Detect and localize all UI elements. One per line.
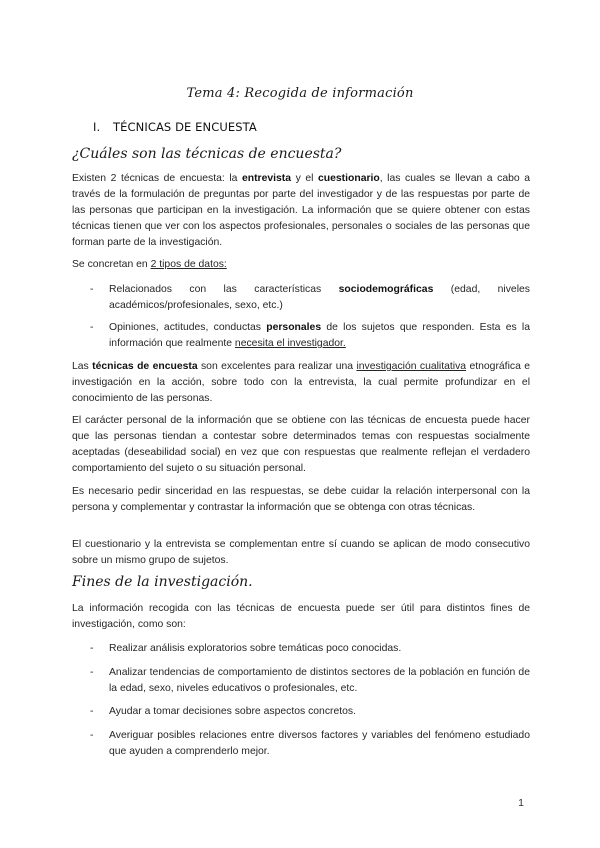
paragraph-complementan: El cuestionario y la entrevista se complementan entre sí cuando se aplican de modo consecutivo sobre un mismo grupo de sujetos. <box>72 539 530 566</box>
paragraph-tipos-datos: Se concretan en 2 tipos de datos: <box>72 259 227 270</box>
list-item: - Averiguar posibles relaciones entre diversos factores y variables del fenómeno estudiado que ayuden a comprenderlo mejor. <box>90 730 530 757</box>
paragraph-intro: Existen 2 técnicas de encuesta: la entrevista y el cuestionario, las cuales se llevan a cabo a través de la formulación de preguntas por parte del investigador y de las respuestas por parte de las personas que participan en la investigación. La información que se quiere obtener con estas técnicas tienen que ver con los aspectos profesionales, personales o sociales de las personas que forman parte de la investigación. <box>72 173 530 248</box>
paragraph-tecnicas-encuesta: Las técnicas de encuesta son excelentes para realizar una investigación cualitativa etnográfica e investigación en la acción, sobre todo con la entrevista, la cual permite profundizar en el conocimiento de las personas. <box>72 361 530 404</box>
list-item: - Realizar análisis exploratorios sobre temáticas poco conocidas. <box>90 643 402 654</box>
heading-tecnicas: ¿Cuáles son las técnicas de encuesta? <box>72 146 342 162</box>
paragraph-sinceridad: Es necesario pedir sinceridad en las respuestas, se debe cuidar la relación interpersonal con la persona y complementar y contrastar la información que se obtenga con otras técnicas. <box>72 486 530 513</box>
list-item: - Analizar tendencias de comportamiento de distintos sectores de la población en función de la edad, sexo, niveles educativos o profesionales, etc. <box>90 667 530 694</box>
section-number: I. <box>93 120 101 134</box>
page-number: 1 <box>518 797 524 809</box>
list-item: - Opiniones, actitudes, conductas personales de los sujetos que responden. Esta es la información que realmente necesita el investigador. <box>90 322 530 349</box>
paragraph-caracter-personal: El carácter personal de la información que se obtiene con las técnicas de encuesta puede hacer que las personas tiendan a contestar sobre determinados temas con respuestas socialmente aceptadas (deseabilidad social) en vez que con respuestas que realmente reflejan el verdadero comportamiento del sujeto o su situación personal. <box>72 415 530 474</box>
section-label: TÉCNICAS DE ENCUESTA <box>113 120 257 134</box>
section-heading <box>93 120 257 134</box>
paragraph-fines-intro: La información recogida con las técnicas de encuesta puede ser útil para distintos fines de investigación, como son: <box>72 603 530 630</box>
list-item: - Relacionados con las características sociodemográficas (edad, niveles académicos/profesionales, sexo, etc.) <box>90 284 530 311</box>
document-title: Tema 4: Recogida de información <box>186 86 414 101</box>
list-item: - Ayudar a tomar decisiones sobre aspectos concretos. <box>90 706 357 717</box>
heading-fines: Fines de la investigación. <box>72 574 253 590</box>
